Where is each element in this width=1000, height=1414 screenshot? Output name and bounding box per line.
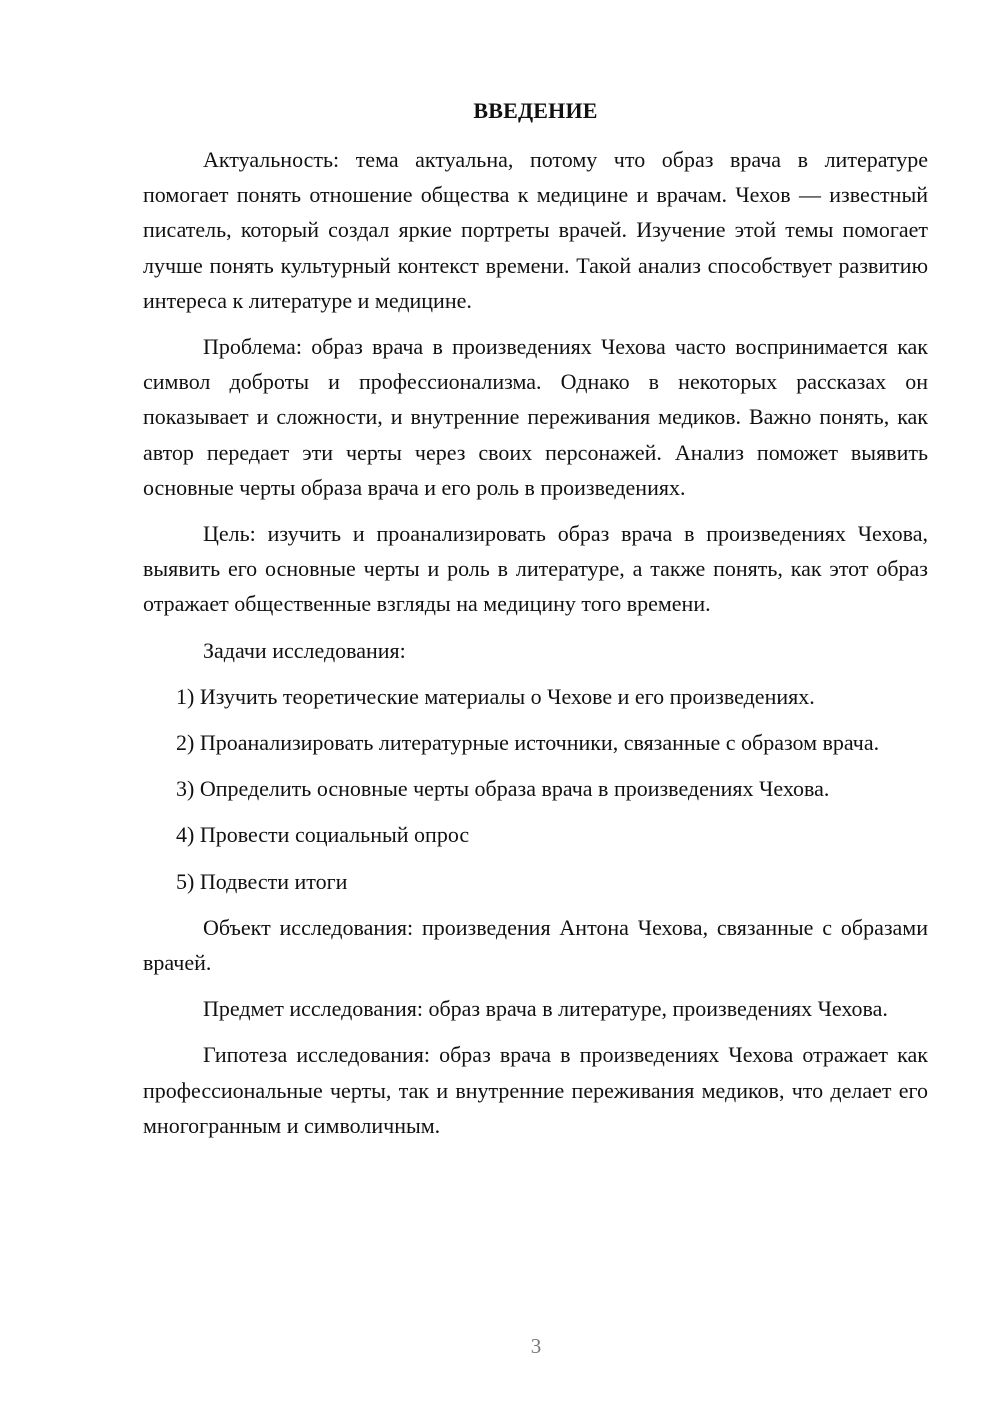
relevance-paragraph: Актуальность: тема актуальна, потому что образ врача в литературе помогает понять отношение общества к медицине и врачам. Чехов — известный писатель, который создал яркие портреты врачей. Изучение этой темы помогает лучше понять культурный контекст времени. Такой анализ способствует развитию интереса к литературе и медицине. <box>143 147 928 313</box>
problem-paragraph: Проблема: образ врача в произведениях Чехова часто воспринимается как символ доброты и профессионализма. Однако в некоторых рассказах он показывает и сложности, и внутренние переживания медиков. Важно понять, как автор передает эти черты через своих персонажей. Анализ поможет выявить основные черты образа врача и его роль в произведениях. <box>143 334 928 500</box>
task-item: 2) Проанализировать литературные источники, связанные с образом врача. <box>176 730 880 756</box>
task-item: 5) Подвести итоги <box>176 868 348 894</box>
goal-paragraph: Цель: изучить и проанализировать образ врача в произведениях Чехова, выявить его основные черты и роль в литературе, а также понять, как этот образ отражает общественные взгляды на медицину того времени. <box>143 521 928 617</box>
hypothesis-paragraph: Гипотеза исследования: образ врача в произведениях Чехова отражает как профессиональные черты, так и внутренние переживания медиков, что делает его многогранным и символичным. <box>143 1042 928 1138</box>
page-number: 3 <box>530 1334 542 1358</box>
section-title: ВВЕДЕНИЕ <box>473 98 598 123</box>
task-item: 4) Провести социальный опрос <box>176 822 470 848</box>
task-item: 3) Определить основные черты образа врача в произведениях Чехова. <box>176 776 830 802</box>
tasks-heading: Задачи исследования: <box>203 637 406 663</box>
document-page <box>143 93 928 1154</box>
task-item: 1) Изучить теоретические материалы о Чехове и его произведениях. <box>176 683 815 709</box>
object-paragraph: Объект исследования: произведения Антона Чехова, связанные с образами врачей. <box>143 914 928 976</box>
subject-paragraph: Предмет исследования: образ врача в литературе, произведениях Чехова. <box>203 996 888 1022</box>
